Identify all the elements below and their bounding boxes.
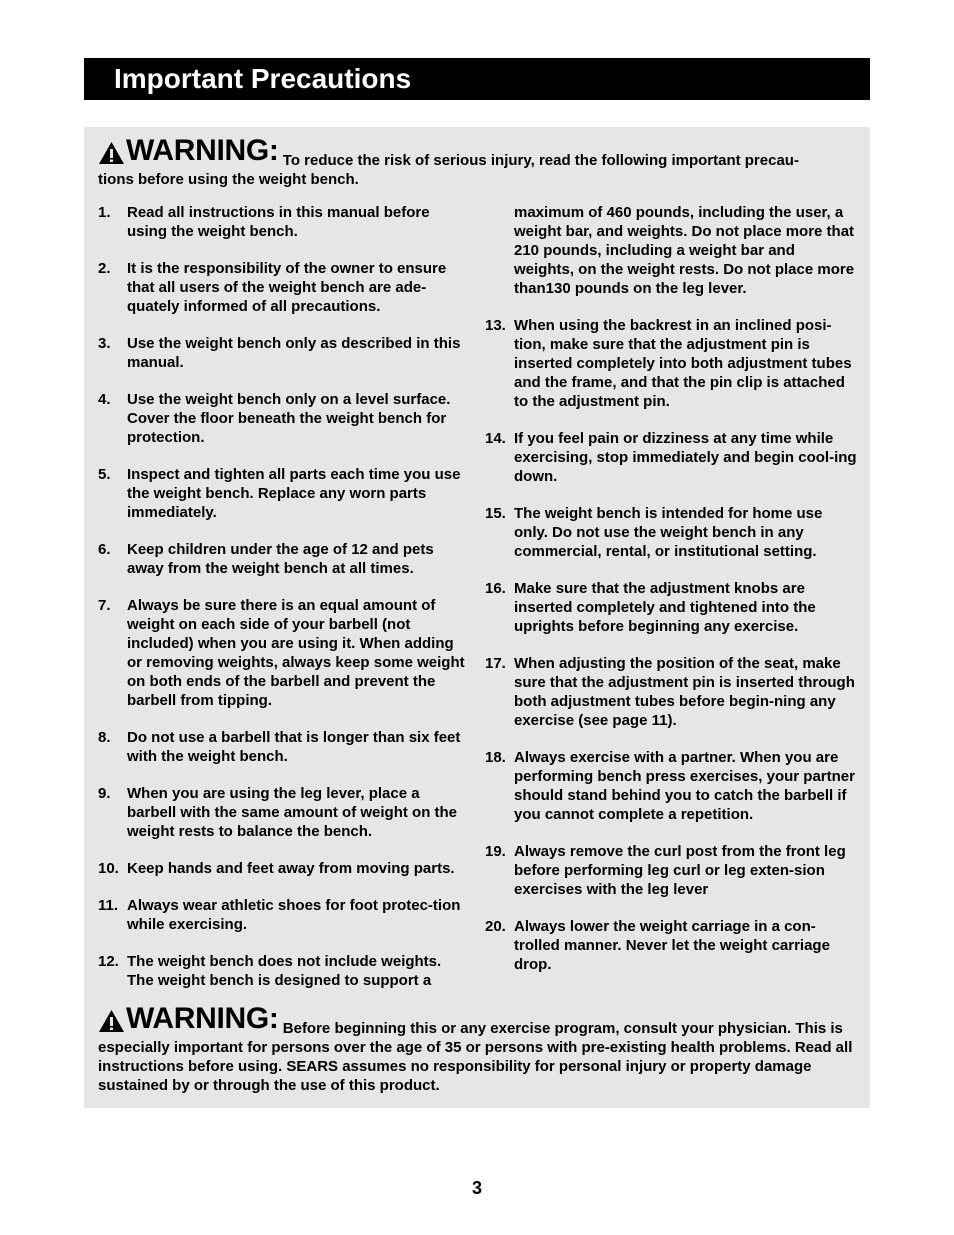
item-number: 3. [98, 335, 111, 352]
item-number: 5. [98, 466, 111, 483]
item-number: 18. [485, 749, 506, 766]
item-text: Use the weight bench only as described in this manual. [127, 335, 461, 371]
item-text: When you are using the leg lever, place a barbell with the same amount of weight on the weight rests to balance the bench. [127, 785, 458, 840]
item-text: When adjusting the position of the seat, make sure that the adjustment pin is inserted through both adjustment tubes before begin-ning any exercise (see page 11). [514, 655, 855, 729]
list-item [98, 390, 470, 447]
warning-top-text: To reduce the risk of serious injury, read the following important precau- [282, 152, 799, 169]
item-number: 19. [485, 843, 506, 860]
item-text: Keep hands and feet away from moving parts. [127, 860, 455, 877]
item-number: 12. [98, 953, 119, 970]
item-number: 8. [98, 729, 111, 746]
list-item [98, 728, 470, 766]
item-text: It is the responsibility of the owner to ensure that all users of the weight bench are ade-quately informed of all precautions. [127, 260, 447, 315]
precautions-panel [84, 127, 870, 1108]
list-item [485, 429, 857, 486]
list-item [98, 259, 470, 316]
item-number: 11. [98, 897, 119, 914]
item-text: Keep children under the age of 12 and pets away from the weight bench at all times. [127, 541, 434, 577]
item-number: 13. [485, 317, 506, 334]
warning-triangle-icon [98, 141, 125, 165]
item-number: 1. [98, 204, 111, 221]
item-number: 7. [98, 597, 111, 614]
item-number: 17. [485, 655, 506, 672]
title-bar [84, 58, 870, 100]
list-item [485, 842, 857, 899]
warning-top-text-line2: tions before using the weight bench. [98, 171, 359, 188]
item-12-continued: maximum of 460 pounds, including the user, a weight bar, and weights. Do not place more that 210 pounds, including a weight bar and weights, on the weight rests. Do not place more than130 pounds on the leg lever. [514, 204, 855, 297]
item-text: When using the backrest in an inclined posi-tion, make sure that the adjustment pin is inserted completely into both adjustment tubes and the frame, and that the pin clip is attached to the adjustment pin. [514, 317, 852, 410]
list-item [98, 952, 470, 990]
list-item [485, 917, 857, 974]
warning-bottom [98, 1002, 856, 1095]
item-text: The weight bench does not include weights. The weight bench is designed to support a [127, 953, 442, 989]
precautions-left-column [98, 203, 470, 1008]
warning-top-label: WARNING: [126, 134, 279, 167]
item-number: 4. [98, 391, 111, 408]
list-item [485, 579, 857, 636]
item-number: 14. [485, 430, 506, 447]
item-text: Always remove the curl post from the front leg before performing leg curl or leg exten-sion exercises with the leg lever [514, 843, 846, 898]
list-item [98, 896, 470, 934]
item-text: If you feel pain or dizziness at any time while exercising, stop immediately and begin cool-ing down. [514, 430, 857, 485]
item-number: 9. [98, 785, 111, 802]
list-item [485, 654, 857, 730]
list-item [98, 203, 470, 241]
list-item [98, 334, 470, 372]
item-number: 16. [485, 580, 506, 597]
warning-top-heading [98, 134, 279, 167]
item-text: The weight bench is intended for home use only. Do not use the weight bench in any commercial, rental, or institutional setting. [514, 505, 823, 560]
item-text: Always wear athletic shoes for foot protec-tion while exercising. [127, 897, 461, 933]
page-number: 3 [471, 1178, 482, 1198]
list-item [98, 859, 470, 878]
list-item [98, 784, 470, 841]
item-number: 10. [98, 860, 119, 877]
warning-triangle-icon [98, 1009, 125, 1033]
item-text: Make sure that the adjustment knobs are inserted completely and tightened into the uprights before beginning any exercise. [514, 580, 816, 635]
item-text: Always be sure there is an equal amount of weight on each side of your barbell (not included) when you are using it. When adding or removing weights, always keep some weight on both ends of the barbell and prevent the barbell from tipping. [127, 597, 465, 709]
page-title: Important Precautions [114, 63, 412, 94]
list-item [98, 596, 470, 710]
warning-bottom-label: WARNING: [126, 1002, 279, 1035]
item-text: Read all instructions in this manual before using the weight bench. [127, 204, 430, 240]
warning-bottom-text: Before beginning this or any exercise program, consult your physician. This is especially important for persons over the age of 35 or persons with pre-existing health problems. Read all instructions before using. SEARS assumes no responsibility for personal injury or property damage sustained by or through the use of this product. [98, 1020, 853, 1094]
list-item [98, 540, 470, 578]
warning-bottom-heading [98, 1002, 279, 1035]
item-text: Always lower the weight carriage in a con-trolled manner. Never let the weight carriage drop. [514, 918, 830, 973]
list-item [485, 504, 857, 561]
item-number: 15. [485, 505, 506, 522]
warning-top [98, 134, 856, 189]
item-text: Always exercise with a partner. When you are performing bench press exercises, your partner should stand behind you to catch the barbell if you cannot complete a repetition. [514, 749, 855, 823]
precautions-right-column [485, 203, 857, 992]
list-item [485, 748, 857, 824]
item-text: Use the weight bench only on a level surface. Cover the floor beneath the weight bench for protection. [127, 391, 451, 446]
list-item [485, 316, 857, 411]
item-number: 2. [98, 260, 111, 277]
item-text: Inspect and tighten all parts each time you use the weight bench. Replace any worn parts immediately. [127, 466, 461, 521]
item-text: Do not use a barbell that is longer than six feet with the weight bench. [127, 729, 461, 765]
item-number: 20. [485, 918, 506, 935]
item-number: 6. [98, 541, 111, 558]
list-item [98, 465, 470, 522]
